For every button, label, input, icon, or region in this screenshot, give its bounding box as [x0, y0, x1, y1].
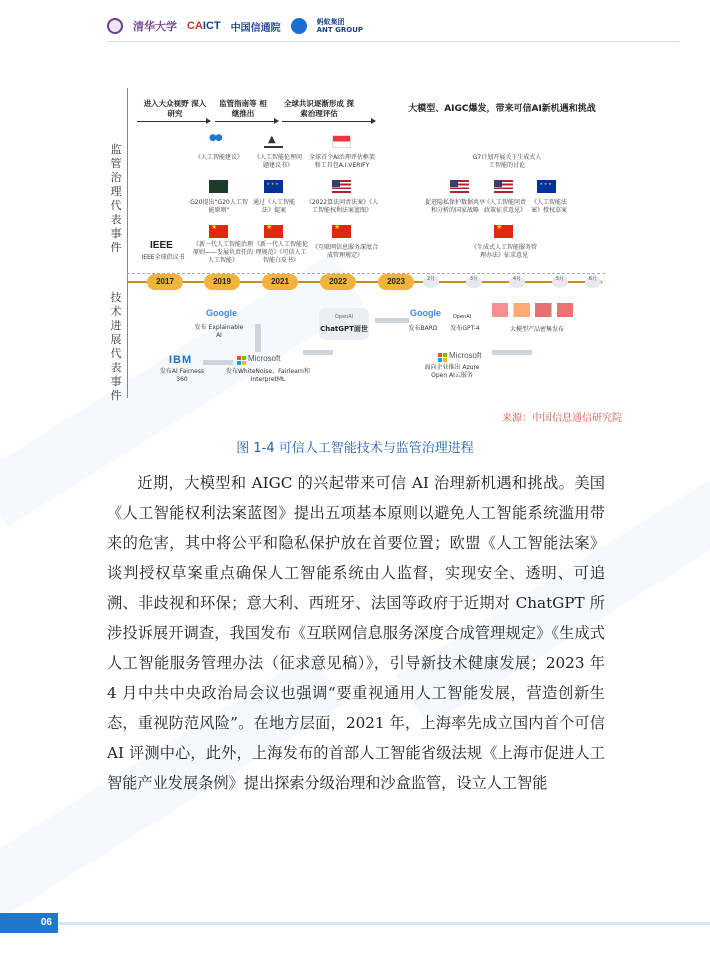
phase-4: 大模型、AIGC爆发，带来可信AI新机遇和挑战 — [408, 104, 596, 114]
phase-arrow-3 — [282, 121, 372, 122]
event-china-ethics: 《新一代人工智能伦理规范》《可信人工智能白皮书》 — [253, 241, 308, 264]
oecd-icon — [209, 135, 228, 148]
eu-flag-icon — [264, 180, 283, 193]
phase-arrow-1 — [137, 121, 207, 122]
microsoft-label: Microsoft — [449, 351, 482, 360]
phase-2: 监管指南等 相继推出 — [219, 99, 267, 118]
event-bard: 发布BARD — [408, 325, 438, 332]
footer-bar — [58, 922, 710, 925]
month-6: 6月 — [585, 276, 601, 288]
event-china-deep-synthesis: 《互联网信息服务深度合成管理规定》 — [312, 244, 379, 259]
body-text — [107, 468, 605, 798]
microsoft-logo-icon — [237, 356, 246, 365]
tsinghua-logo: 清华大学 — [133, 20, 177, 33]
china-flag-icon — [332, 225, 351, 238]
event-ieee: IEEE全球倡议书 — [141, 254, 185, 261]
event-eu-ai-act-draft: 《人工智能法案》授权草案 — [530, 199, 567, 214]
label-governance-events: 监管治理代表事件 — [110, 143, 122, 254]
google-logo-icon: Google — [206, 308, 237, 318]
china-flag-icon — [494, 225, 513, 238]
event-unesco: 《人工智能伦理问题建议书》 — [253, 154, 302, 169]
page-header — [0, 0, 710, 42]
chatgpt-box: OpenAI ChatGPT面世 — [319, 308, 369, 340]
month-5: 5月 — [552, 276, 568, 288]
flow-arrow — [255, 324, 261, 352]
figure-caption: 图 1-4 可信人工智能技术与监管治理进程 — [236, 441, 474, 456]
event-us-accountability: 《人工智能问责政策征求意见》 — [483, 199, 526, 214]
us-flag-icon — [450, 180, 469, 193]
flow-arrow — [203, 360, 233, 365]
year-2022: 2022 — [320, 274, 356, 290]
flow-arrow — [375, 318, 409, 323]
google-logo-icon: Google — [410, 308, 441, 318]
microsoft-label: Microsoft — [248, 354, 281, 363]
unesco-icon — [264, 135, 283, 148]
year-2023: 2023 — [378, 274, 414, 290]
ant-group-logo: 蚂蚁集团 ANT GROUP — [316, 18, 364, 34]
month-4: 4月 — [509, 276, 525, 288]
event-ibm-fairness: 发布AI Fairness 360 — [159, 368, 205, 383]
event-microsoft-tools: 发布WhiteNoise、Fairlearn和InterpretML — [225, 368, 310, 383]
page-number: 06 — [0, 913, 58, 933]
singapore-flag-icon — [332, 135, 351, 148]
section-separator — [127, 273, 605, 274]
year-2019: 2019 — [204, 274, 240, 290]
logo-group — [107, 18, 363, 34]
g20-icon — [209, 180, 228, 193]
body-paragraph: 近期，大模型和 AIGC 的兴起带来可信 AI 治理新机遇和挑战。美国《人工智能权利法案蓝图》提出五项基本原则以避免人工智能系统滥用带来的危害，其中将公平和隐私保护放在首要位置；欧盟《人工智能法案》谈判授权草案重点确保人工智能系统由人监督，实现安全、透明、可追溯、非歧视和环保；意大利、西班牙、法国等政府于近期对 ChatGPT 所涉投诉展开调查，我国发布《互联网信息服务深度合成管理规定》《生成式人工智能服务管理办法（征求意见稿）》，引导新技术健康发展；2023 年 4 月中共中央政治局会议也强调“要重视通用人工智能发展，营造创新生态，重视防范风险”。在地方层面，2021 年，上海率先成立国内首个可信 AI 评测中心，此外，上海发布的首部人工智能省级法规《上海市促进人工智能产业发展条例》提出探索分级治理和沙盒监管，设立人工智能 — [107, 474, 605, 792]
event-eu-ai-act-proposal: 通过《人工智能法》提案 — [252, 199, 295, 214]
figure-source: 来源：中国信息通信研究院 — [502, 413, 622, 424]
event-g20: G20提出“G20人工智能原则” — [190, 199, 248, 214]
year-2021: 2021 — [262, 274, 298, 290]
china-flag-icon — [264, 225, 283, 238]
event-china-principles: 《新一代人工智能治理原则——发展负责任的人工智能》 — [193, 241, 254, 264]
event-us-privacy: 促进隐私保护数据共享和分析的国家战略 — [425, 199, 486, 214]
header-divider — [107, 41, 680, 42]
openai-label: OpenAI — [452, 314, 472, 320]
month-2: 2月 — [423, 276, 439, 288]
event-google-xai: 发布 Explainable AI — [194, 324, 244, 339]
month-3: 3月 — [466, 276, 482, 288]
event-gpt4: 发布GPT-4 — [450, 325, 480, 332]
timeline-line — [127, 281, 597, 283]
ant-group-icon — [291, 18, 307, 34]
ibm-logo-icon: IBM — [169, 354, 193, 366]
tsinghua-seal-icon — [107, 18, 123, 34]
us-flag-icon — [494, 180, 513, 193]
vertical-axis — [127, 88, 128, 398]
phase-1: 进入大众视野 深入研究 — [143, 99, 207, 118]
ieee-logo-icon: IEEE — [150, 240, 173, 251]
timeline-figure — [107, 88, 605, 408]
us-flag-icon — [332, 180, 351, 193]
phase-3: 全球共识逐渐形成 探索治理评估 — [283, 99, 355, 118]
event-oecd: 《人工智能建议》 — [194, 154, 243, 161]
china-flag-icon — [209, 225, 228, 238]
event-bigmodels: 大模型产品密集发布 — [509, 326, 564, 333]
event-china-generative-ai: 《生成式人工智能服务管理办法》征求意见 — [470, 244, 537, 259]
label-tech-events: 技术进展代表事件 — [110, 291, 122, 402]
event-g7: G7计划开展关于生成式人工智能的讨论 — [472, 154, 542, 169]
eu-flag-icon — [537, 180, 556, 193]
caict-logo-cn: 中国信通院 — [230, 22, 281, 34]
event-singapore: 全球首个AI治理评估框架和工具包A.I.VERIFY — [309, 154, 375, 169]
flow-arrow — [303, 350, 333, 355]
phase-arrow-2 — [215, 121, 275, 122]
event-azure: 面向企业推出 Azure Open AI云服务 — [424, 364, 480, 379]
microsoft-logo-icon — [438, 353, 447, 362]
event-us-acts: 《2022算法问责法案》《人工智能权利法案蓝图》 — [305, 199, 379, 214]
caict-logo: CAICT — [187, 20, 221, 32]
vendor-logos — [492, 303, 582, 317]
flow-arrow — [492, 350, 532, 355]
timeline-axis — [127, 276, 605, 288]
year-2017: 2017 — [147, 274, 183, 290]
